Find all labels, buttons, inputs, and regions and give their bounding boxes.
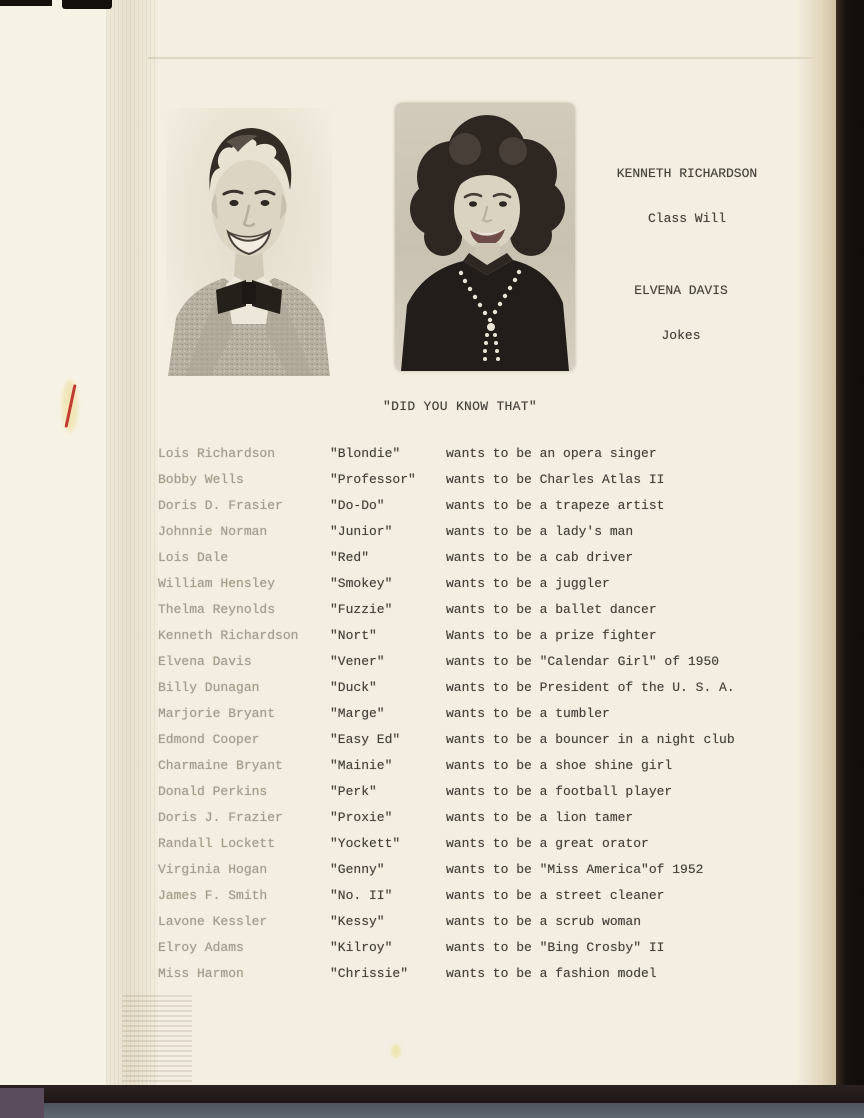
roster-row	[0, 857, 864, 883]
credit-name: ELVENA DAVIS	[634, 283, 728, 298]
student-nickname: "Fuzzie"	[330, 602, 393, 617]
student-nickname: "Professor"	[330, 472, 416, 487]
student-name: Edmond Cooper	[158, 732, 260, 747]
student-wish: Wants to be a prize fighter	[446, 628, 657, 643]
student-name: Doris J. Frazier	[158, 810, 283, 825]
student-nickname: "Nort"	[330, 628, 377, 643]
student-name: Lois Richardson	[158, 446, 276, 461]
student-wish: wants to be a trapeze artist	[446, 498, 665, 513]
girl-portrait-illustration	[395, 103, 575, 371]
student-wish: wants to be a football player	[446, 784, 673, 799]
student-name: Kenneth Richardson	[158, 628, 299, 643]
roster-row	[0, 545, 864, 571]
student-name: James F. Smith	[158, 888, 268, 903]
roster-row	[0, 441, 864, 467]
student-name: Billy Dunagan	[158, 680, 260, 695]
credit-name: KENNETH RICHARDSON	[616, 166, 758, 181]
student-wish: wants to be a great orator	[446, 836, 649, 851]
student-wish: wants to be a cab driver	[446, 550, 634, 565]
scan-edge-artifact	[0, 0, 52, 6]
student-wish: wants to be a ballet dancer	[446, 602, 657, 617]
student-name: Charmaine Bryant	[158, 758, 283, 773]
paper-stain	[391, 1044, 401, 1058]
credit-jokes	[601, 253, 761, 373]
student-wish: wants to be an opera singer	[446, 446, 657, 461]
roster-row	[0, 519, 864, 545]
student-name: Lois Dale	[158, 550, 229, 565]
roster-row	[0, 467, 864, 493]
roster-row	[0, 623, 864, 649]
boy-portrait-illustration	[166, 108, 332, 376]
student-nickname: "Red"	[330, 550, 370, 565]
student-name: Marjorie Bryant	[158, 706, 276, 721]
roster-row	[0, 831, 864, 857]
portrait-photo-elvena	[395, 103, 575, 371]
student-name: Thelma Reynolds	[158, 602, 276, 617]
student-name: Donald Perkins	[158, 784, 268, 799]
student-name: Lavone Kessler	[158, 914, 268, 929]
student-wish: wants to be a lion tamer	[446, 810, 634, 825]
student-nickname: "Chrissie"	[330, 966, 409, 981]
scan-edge-artifact	[62, 0, 112, 9]
student-nickname: "Do-Do"	[330, 498, 385, 513]
book-bottom-edge	[0, 1085, 864, 1105]
student-wish: wants to be a shoe shine girl	[446, 758, 673, 773]
student-nickname: "Vener"	[330, 654, 385, 669]
student-wish: wants to be a fashion model	[446, 966, 657, 981]
student-nickname: "Smokey"	[330, 576, 393, 591]
roster-row	[0, 727, 864, 753]
student-nickname: "Proxie"	[330, 810, 393, 825]
did-you-know-roster	[0, 441, 864, 987]
roster-row	[0, 805, 864, 831]
student-wish: wants to be a scrub woman	[446, 914, 642, 929]
roster-row	[0, 909, 864, 935]
page-title: "DID YOU KNOW THAT"	[383, 399, 537, 414]
student-nickname: "No. II"	[330, 888, 393, 903]
student-name: Doris D. Frasier	[158, 498, 283, 513]
student-wish: wants to be a street cleaner	[446, 888, 665, 903]
student-nickname: "Blondie"	[330, 446, 401, 461]
red-pen-mark	[60, 376, 86, 436]
credit-role: Jokes	[661, 328, 701, 343]
page-top-edge-crease	[148, 57, 816, 59]
student-nickname: "Kilroy"	[330, 940, 393, 955]
student-name: Virginia Hogan	[158, 862, 268, 877]
student-nickname: "Mainie"	[330, 758, 393, 773]
roster-row	[0, 493, 864, 519]
roster-row	[0, 883, 864, 909]
student-nickname: "Kessy"	[330, 914, 385, 929]
student-wish: wants to be Charles Atlas II	[446, 472, 665, 487]
student-nickname: "Yockett"	[330, 836, 401, 851]
student-name: Elroy Adams	[158, 940, 244, 955]
roster-row	[0, 935, 864, 961]
student-nickname: "Duck"	[330, 680, 377, 695]
student-wish: wants to be "Miss America"of 1952	[446, 862, 704, 877]
student-name: Elvena Davis	[158, 654, 252, 669]
student-name: Johnnie Norman	[158, 524, 268, 539]
student-wish: wants to be a juggler	[446, 576, 610, 591]
scan-corner-artifact	[0, 1088, 44, 1118]
student-nickname: "Genny"	[330, 862, 385, 877]
student-nickname: "Junior"	[330, 524, 393, 539]
roster-row	[0, 701, 864, 727]
student-wish: wants to be a lady's man	[446, 524, 634, 539]
roster-row	[0, 675, 864, 701]
credit-class-will	[607, 136, 767, 256]
student-wish: wants to be a bouncer in a night club	[446, 732, 735, 747]
student-wish: wants to be President of the U. S. A.	[446, 680, 735, 695]
student-nickname: "Easy Ed"	[330, 732, 401, 747]
portrait-photo-kenneth	[166, 108, 332, 376]
student-wish: wants to be "Calendar Girl" of 1950	[446, 654, 720, 669]
student-name: Bobby Wells	[158, 472, 244, 487]
student-nickname: "Marge"	[330, 706, 385, 721]
roster-row	[0, 779, 864, 805]
student-name: Miss Harmon	[158, 966, 244, 981]
roster-row	[0, 649, 864, 675]
credit-role: Class Will	[647, 211, 726, 226]
student-name: Randall Lockett	[158, 836, 276, 851]
roster-row	[0, 597, 864, 623]
student-wish: wants to be a tumbler	[446, 706, 610, 721]
roster-row	[0, 753, 864, 779]
student-nickname: "Perk"	[330, 784, 377, 799]
student-wish: wants to be "Bing Crosby" II	[446, 940, 665, 955]
roster-row	[0, 571, 864, 597]
stacked-page-edges	[122, 995, 192, 1087]
roster-row	[0, 961, 864, 987]
scanner-bed-strip	[0, 1103, 864, 1118]
student-name: William Hensley	[158, 576, 276, 591]
